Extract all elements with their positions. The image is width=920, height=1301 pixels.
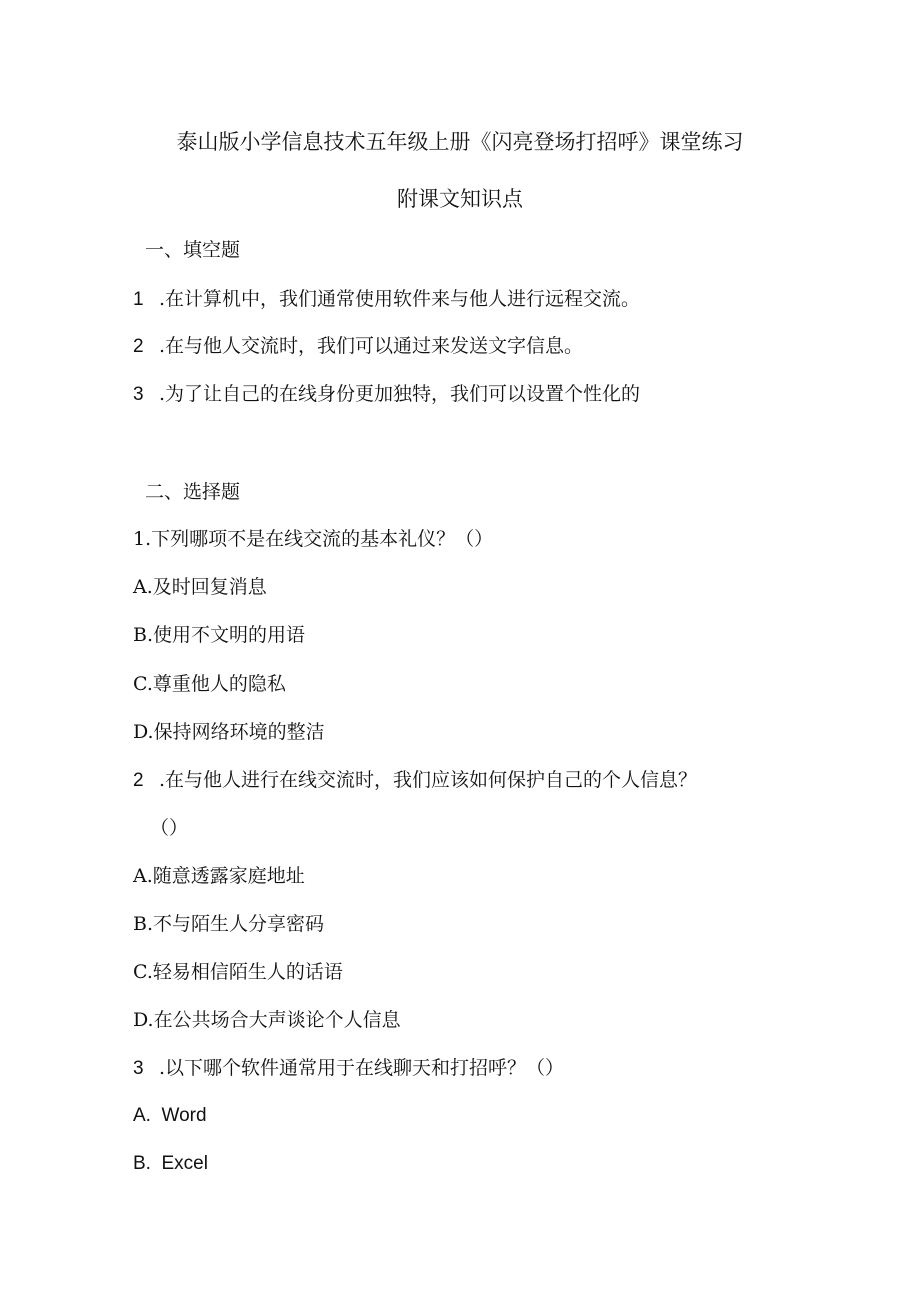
question-3-stem — [133, 1056, 564, 1081]
question-number: 3 — [133, 1058, 144, 1079]
item-text: .在与他人交流时，我们可以通过来发送文字信息。 — [159, 335, 584, 357]
section-heading-multiple-choice: 二、选择题 — [145, 481, 241, 503]
question-2-answer-blank: （） — [150, 817, 189, 839]
question-3-option-b: B. Excel — [133, 1153, 208, 1174]
item-number: 3 — [133, 384, 144, 405]
question-1-option-a: A.及时回复消息 — [133, 576, 267, 598]
section-heading-fill-in: 一、填空题 — [145, 239, 241, 261]
item-text: .在计算机中，我们通常使用软件来与他人进行远程交流。 — [159, 288, 641, 310]
question-2-stem — [133, 768, 697, 793]
question-3-option-a: A. Word — [133, 1105, 207, 1126]
question-text: .以下哪个软件通常用于在线聊天和打招呼？（） — [159, 1057, 565, 1079]
fill-in-item-3 — [133, 382, 640, 407]
question-1-option-b: B.使用不文明的用语 — [133, 624, 306, 646]
question-1-option-c: C.尊重他人的隐私 — [133, 673, 286, 695]
document-title: 泰山版小学信息技术五年级上册《闪亮登场打招呼》课堂练习 — [176, 130, 744, 154]
question-number: 2 — [133, 770, 144, 791]
document-subtitle: 附课文知识点 — [397, 187, 523, 211]
question-1-option-d: D.保持网络环境的整洁 — [133, 721, 325, 743]
question-2-option-d: D.在公共场合大声谈论个人信息 — [133, 1009, 401, 1031]
question-1-stem: 1.下列哪项不是在线交流的基本礼仪？（） — [133, 528, 494, 550]
item-number: 1 — [133, 289, 144, 310]
item-number: 2 — [133, 336, 144, 357]
question-2-option-c: C.轻易相信陌生人的话语 — [133, 961, 343, 983]
question-2-option-a: A.随意透露家庭地址 — [133, 865, 305, 887]
question-text: .在与他人进行在线交流时，我们应该如何保护自己的个人信息？ — [159, 769, 698, 791]
question-2-option-b: B.不与陌生人分享密码 — [133, 913, 325, 935]
item-text: .为了让自己的在线身份更加独特，我们可以设置个性化的 — [159, 383, 641, 405]
fill-in-item-2 — [133, 334, 583, 359]
fill-in-item-1 — [133, 287, 640, 312]
